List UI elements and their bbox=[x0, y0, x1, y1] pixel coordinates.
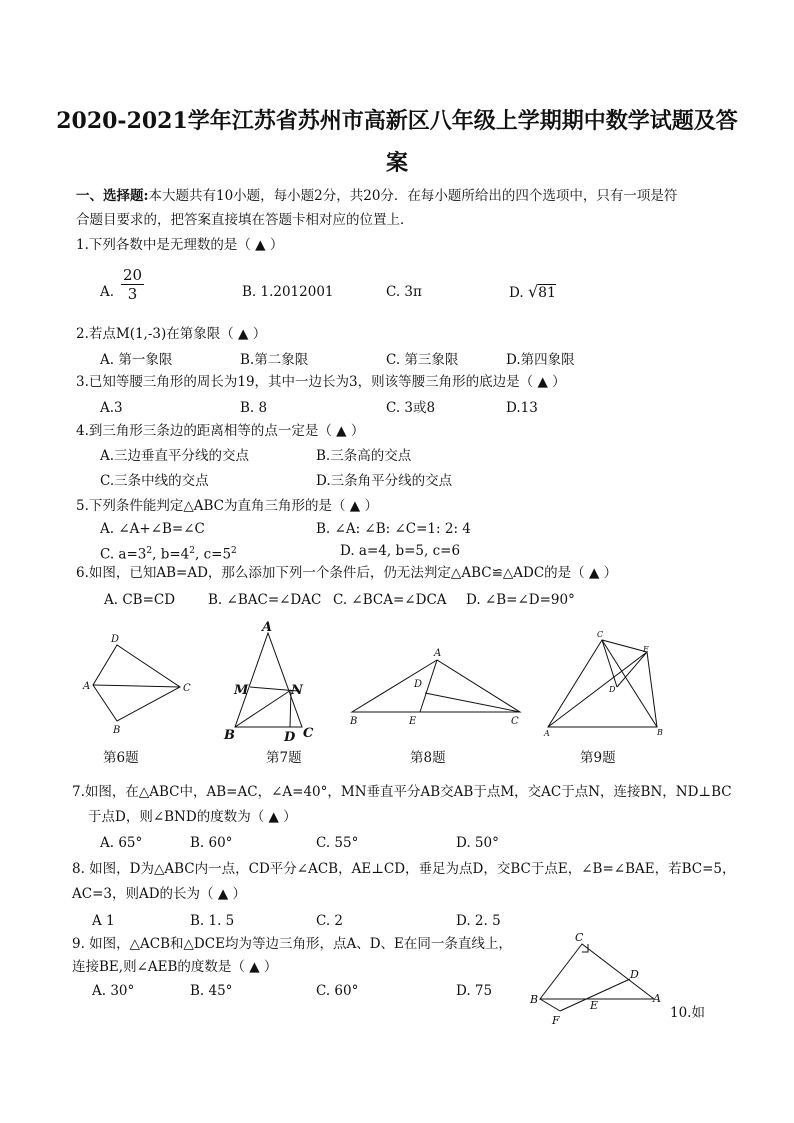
fig10-label-c: C bbox=[575, 931, 584, 944]
q1-fraction-denominator: 3 bbox=[127, 285, 138, 303]
fig8-label-a: A bbox=[434, 648, 442, 659]
q5-option-b: B. ∠A: ∠B: ∠C=1: 2: 4 bbox=[316, 521, 471, 537]
q4-option-b: B.三条高的交点 bbox=[316, 448, 412, 464]
q9-option-b: B. 45° bbox=[190, 983, 233, 999]
fig6-label-d: D bbox=[111, 634, 120, 645]
q2-option-b: B.第二象限 bbox=[240, 352, 309, 368]
q1-option-c: C. 3π bbox=[386, 284, 422, 300]
section-1-label: 一、选择题: bbox=[76, 188, 149, 204]
q7-option-c: C. 55° bbox=[316, 835, 359, 851]
fig8-label-b: B bbox=[350, 716, 358, 727]
fig6-caption: 第6题 bbox=[103, 750, 139, 766]
q5-c-exp-1: 2 bbox=[146, 546, 153, 556]
q1-option-a-label: A. bbox=[100, 284, 115, 300]
fig9-label-d: D bbox=[609, 685, 616, 694]
fig10-label-e: E bbox=[590, 999, 599, 1012]
section-1-text-1: 本大题共有10小题，每小题2分，共20分．在每小题所给出的四个选项中，只有一项是符 bbox=[148, 188, 678, 204]
fig9-line-ae bbox=[548, 652, 647, 727]
q7-option-d: D. 50° bbox=[456, 835, 499, 851]
fig10-label-d: D bbox=[630, 968, 639, 981]
q4-stem: 4.到三角形三条边的距离相等的点一定是（ ▲ ） bbox=[76, 423, 365, 439]
q1-option-d bbox=[509, 283, 556, 302]
q1-fraction-numerator: 20 bbox=[123, 266, 143, 284]
q5-c-part-2: , b=4 bbox=[152, 546, 190, 563]
q5-option-d: D. a=4, b=5, c=6 bbox=[340, 543, 461, 559]
q8-option-b: B. 1. 5 bbox=[190, 913, 235, 929]
q3-option-d: D.13 bbox=[506, 400, 538, 416]
q7-stem-2: 于点D，则∠BND的度数为（ ▲ ） bbox=[88, 809, 297, 825]
q6-option-a: A. CB=CD bbox=[104, 592, 176, 608]
title-line-2: 案 bbox=[385, 150, 408, 176]
q9-option-c: C. 60° bbox=[316, 983, 359, 999]
fig10-label-f: F bbox=[552, 1014, 560, 1027]
q1-option-a-fraction bbox=[121, 266, 144, 303]
q8-stem-1: 8. 如图，D为△ABC内一点，CD平分∠ACB，AE⊥CD，垂足为点D，交BC于点E，∠B=∠BAE，若BC=5， bbox=[72, 861, 736, 877]
title-line-1: 2020-2021学年江苏省苏州市高新区八年级上学期期中数学试题及答 bbox=[56, 108, 738, 134]
sqrt-icon: √ bbox=[527, 282, 539, 301]
fig10 bbox=[520, 925, 680, 1035]
q9-option-a: A. 30° bbox=[92, 983, 135, 999]
q8-stem-2: AC=3，则AD的长为（ ▲ ） bbox=[72, 886, 247, 902]
q5-stem: 5.下列条件能判定△ABC为直角三角形的是（ ▲ ） bbox=[76, 498, 378, 514]
q1-stem: 1.下列各数中是无理数的是（ ▲ ） bbox=[76, 237, 284, 253]
fig10-label-b: B bbox=[530, 993, 539, 1006]
fig7-triangle bbox=[235, 633, 302, 727]
fig6-label-c: C bbox=[183, 683, 191, 694]
q4-option-c: C.三条中线的交点 bbox=[100, 473, 209, 489]
fig9-label-c: C bbox=[597, 630, 604, 639]
fig8-triangle bbox=[352, 660, 520, 712]
q5-c-exp-2: 2 bbox=[189, 546, 195, 556]
q7-option-b: B. 60° bbox=[190, 835, 233, 851]
fig9-label-b: B bbox=[657, 728, 663, 737]
fig7-label-n: N bbox=[291, 683, 303, 698]
q6-stem: 6.如图，已知AB=AD，那么添加下列一个条件后，仍无法判定△ABC≌△ADC的是（ ▲ ） bbox=[76, 565, 618, 581]
fig7-label-a: A bbox=[262, 620, 273, 635]
fig7-label-m: M bbox=[234, 683, 249, 698]
q9-stem-2: 连接BE,则∠AEB的度数是（ ▲ ） bbox=[72, 959, 278, 975]
fig9-caption: 第9题 bbox=[580, 750, 616, 766]
q7-option-a: A. 65° bbox=[100, 835, 143, 851]
fig9-label-e: E bbox=[643, 645, 649, 654]
q8-option-a: A 1 bbox=[92, 913, 115, 929]
q5-c-part-3: , c=5 bbox=[194, 546, 232, 563]
q5-option-c bbox=[100, 542, 237, 564]
fig9-label-a: A bbox=[544, 729, 550, 738]
q9-option-d: D. 75 bbox=[456, 983, 493, 999]
q8-option-c: C. 2 bbox=[316, 913, 344, 929]
q6-option-c: C. ∠BCA=∠DCA bbox=[333, 592, 447, 608]
fig6-label-a: A bbox=[83, 681, 91, 692]
fig7-label-c: C bbox=[303, 726, 314, 741]
fig8-label-d: D bbox=[414, 679, 423, 690]
q2-option-a: A. 第一象限 bbox=[100, 352, 173, 368]
q2-option-c: C. 第三象限 bbox=[386, 352, 459, 368]
q6-option-b: B. ∠BAC=∠DAC bbox=[208, 592, 322, 608]
q7-stem-1: 7.如图，在△ABC中，AB=AC，∠A=40°，MN垂直平分AB交AB于点M，交AC于点N，连接BN，ND⊥BC bbox=[72, 784, 732, 800]
q4-option-d: D.三条角平分线的交点 bbox=[316, 473, 453, 489]
q5-c-part-1: C. a=3 bbox=[100, 546, 147, 563]
q9-stem-1: 9. 如图，△ACB和△DCE均为等边三角形，点A、D、E在同一条直线上， bbox=[72, 936, 512, 952]
q8-option-d: D. 2. 5 bbox=[456, 913, 501, 929]
fig8-line-ae bbox=[420, 660, 437, 712]
fig6-quadrilateral bbox=[93, 645, 180, 721]
fig8-label-e: E bbox=[409, 716, 417, 727]
q1-radicand: 81 bbox=[538, 285, 556, 301]
fig6-label-b: B bbox=[113, 725, 121, 736]
q3-option-c: C. 3或8 bbox=[386, 400, 436, 416]
fig9-quadrilateral bbox=[548, 640, 657, 727]
fig8-caption: 第8题 bbox=[410, 750, 446, 766]
figures-row bbox=[0, 615, 794, 770]
fig8-label-c: C bbox=[511, 716, 519, 727]
q10-stem: 10.如 bbox=[670, 1005, 705, 1021]
q3-stem: 3.已知等腰三角形的周长为19，其中一边长为3，则该等腰三角形的底边是（ ▲ ） bbox=[76, 374, 566, 390]
fig10-line-bf bbox=[540, 999, 560, 1011]
fig7-label-b: B bbox=[224, 728, 235, 743]
section-1-text-2: 合题目要求的，把答案直接填在答题卡相对应的位置上． bbox=[76, 212, 414, 228]
q1-option-d-label: D. bbox=[509, 285, 524, 301]
fig6-diagonal bbox=[93, 685, 180, 687]
q3-option-a: A.3 bbox=[100, 400, 123, 416]
q1-option-b: B. 1.2012001 bbox=[242, 284, 334, 300]
fig7-caption: 第7题 bbox=[266, 750, 302, 766]
q5-option-a: A. ∠A+∠B=∠C bbox=[100, 521, 205, 537]
q4-option-a: A.三边垂直平分线的交点 bbox=[100, 448, 250, 464]
q2-stem: 2.若点M(1,-3)在第象限（ ▲ ） bbox=[76, 326, 267, 342]
fig7-label-d: D bbox=[284, 730, 296, 745]
q6-option-d: D. ∠B=∠D=90° bbox=[466, 592, 575, 608]
fig10-label-a: A bbox=[653, 992, 661, 1005]
q5-c-exp-3: 2 bbox=[231, 546, 237, 556]
section-1-intro bbox=[76, 187, 677, 205]
fig9-line-de bbox=[617, 652, 647, 687]
q2-option-d: D.第四象限 bbox=[506, 352, 575, 368]
q3-option-b: B. 8 bbox=[240, 400, 268, 416]
